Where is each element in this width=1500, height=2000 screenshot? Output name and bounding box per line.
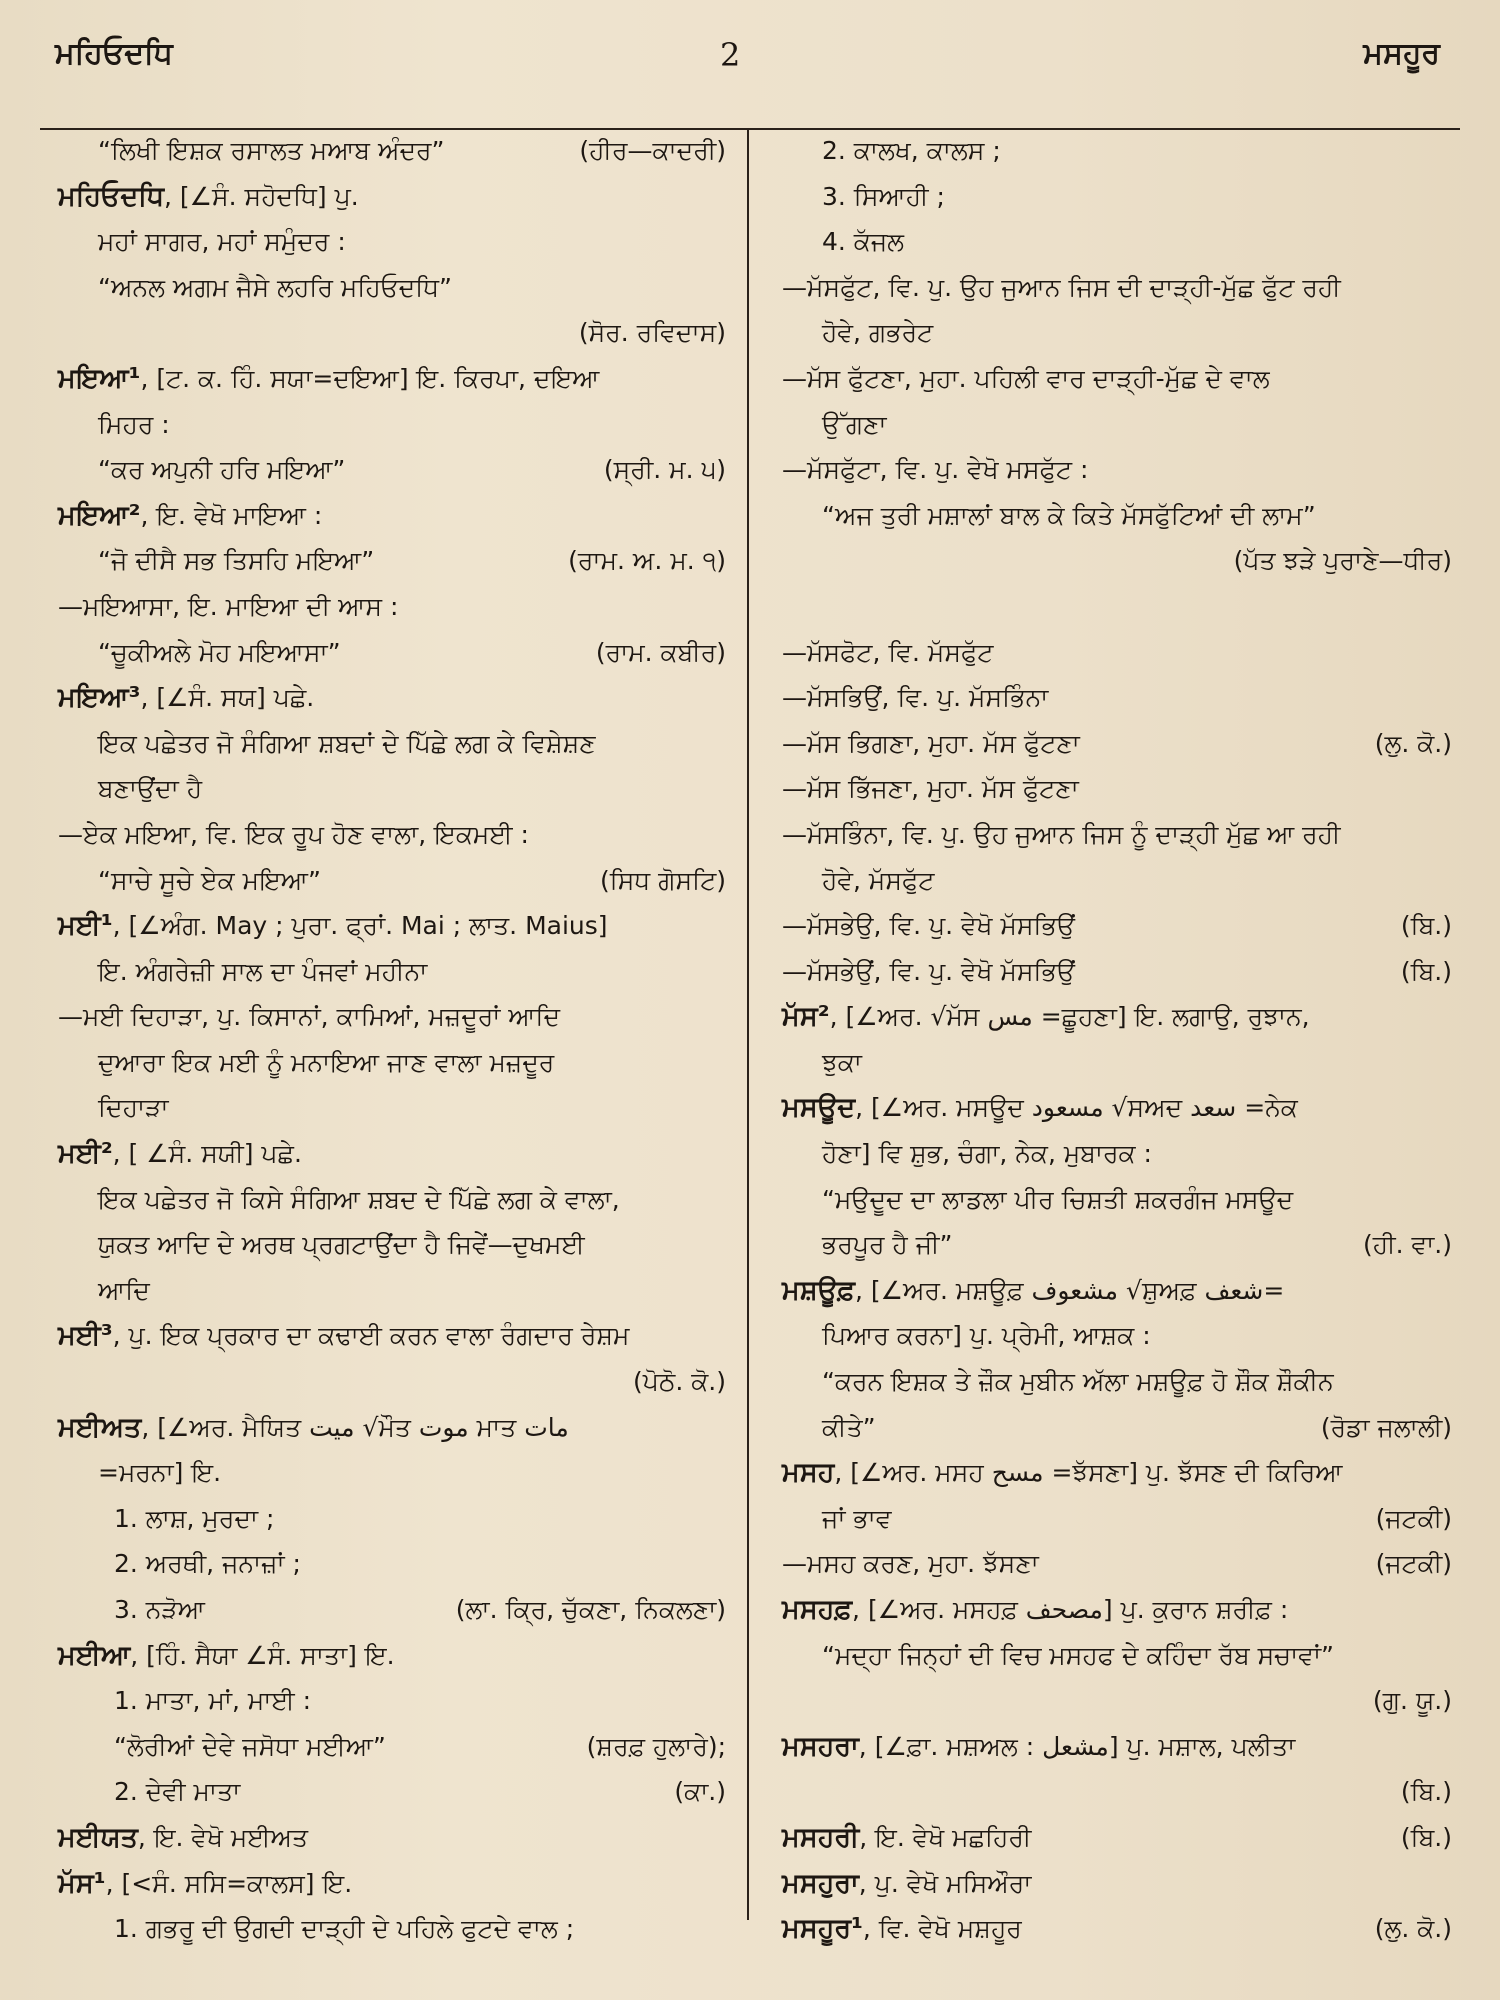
entry-line <box>58 1450 726 1496</box>
entry-text: “ਜੋ ਦੀਸੈ ਸਭ ਤਿਸਹਿ ਮਇਆ” <box>98 546 375 576</box>
entry-line <box>58 447 726 493</box>
entry-text: ਭਰਪੂਰ ਹੈ ਜੀ” <box>822 1230 953 1260</box>
entry-line <box>782 1861 1452 1907</box>
entry-line <box>782 1678 1452 1724</box>
headword: ਮਸਹੁਰਾ <box>782 1867 859 1899</box>
entry-line <box>782 1359 1452 1405</box>
entry-line <box>58 1040 726 1086</box>
entry-line <box>782 310 1452 356</box>
page-number: 2 <box>720 36 741 74</box>
entry-line <box>58 1815 726 1861</box>
entry-line <box>782 994 1452 1040</box>
source-citation: (ਲੁ. ਕੋ.) <box>1374 1914 1452 1944</box>
entry-line <box>58 721 726 767</box>
entry-line <box>782 1541 1452 1587</box>
entry-line <box>782 766 1452 812</box>
entry-text: “ਲਿਖੀ ਇਸ਼ਕ ਰਸਾਲਤ ਮਆਬ ਅੰਦਰ” <box>98 136 445 165</box>
entry-text: “ਕਰ ਅਪੁਨੀ ਹਰਿ ਮਇਆ” <box>98 455 346 485</box>
entry-line <box>782 1496 1452 1542</box>
entry-line <box>782 219 1452 265</box>
entry-line <box>782 721 1452 767</box>
entry-line <box>58 1496 726 1542</box>
entry-text: ਝੁਕਾ <box>822 1047 862 1077</box>
entry-text: , [∠ਅਰ. ਮਸਊਦ مسعود √ਸਅਦ سعد =ਨੇਕ <box>855 1093 1298 1123</box>
entry-line <box>58 538 726 584</box>
entry-text: ਇਕ ਪਛੇਤਰ ਜੋ ਕਿਸੇ ਸੰਗਿਆ ਸ਼ਬਦ ਦੇ ਪਿੱਛੇ ਲਗ ਕੇ ਵਾਲਾ, <box>98 1184 620 1214</box>
source-citation: (ਬਿ.) <box>1400 1822 1452 1852</box>
entry-line <box>782 1313 1452 1359</box>
source-citation: (ਬਿ.) <box>1400 911 1452 941</box>
entry-text: , ਇ. ਵੇਖੋ ਮਈਅਤ <box>137 1822 309 1852</box>
entry-text: , [∠ਅਰ. ਮਸਹਫ਼ مصحف] ਪੁ. ਕੁਰਾਨ ਸ਼ਰੀਫ਼ : <box>852 1595 1289 1624</box>
entry-line <box>782 949 1452 995</box>
source-citation: (ਸਿਧ ਗੋਸਟਿ) <box>599 865 726 895</box>
entry-text: 2. ਕਾਲਖ, ਕਾਲਸ ; <box>822 136 1001 165</box>
entry-text: —ਮੱਸ ਭਿੱਜਣਾ, ਮੁਹਾ. ਮੱਸ ਫੁੱਟਣਾ <box>782 774 1079 804</box>
entry-line <box>58 1541 726 1587</box>
entry-line <box>782 1633 1452 1679</box>
entry-line <box>58 1222 726 1268</box>
entry-text: —ਮੱਸਭੇਉਂ, ਵਿ. ਪੁ. ਵੇਖੋ ਮੱਸਭਿਉਂ <box>782 956 1076 986</box>
entry-line <box>782 1587 1452 1633</box>
entry-line <box>58 265 726 311</box>
entry-line <box>782 356 1452 402</box>
source-citation: (ਹੀ. ਵਾ.) <box>1362 1230 1452 1260</box>
entry-text: , ਇ. ਵੇਖੋ ਮਛਹਿਰੀ <box>859 1822 1032 1852</box>
entry-text: , [∠ਸੰ. ਸਹੋਦਧਿ] ਪੁ. <box>163 181 359 211</box>
entry-text: , [∠ਅਰ. ਮਸ਼ਊਫ਼ مشعوف √ਸ਼ੁਅਫ਼ شعف= <box>854 1275 1285 1305</box>
entry-text: “ਮਉਦੂਦ ਦਾ ਲਾਡਲਾ ਪੀਰ ਚਿਸ਼ਤੀ ਸ਼ਕਰਗੰਜ ਮਸਊਦ <box>822 1184 1294 1214</box>
entry-text: ਹੋਵੇ, ਗਭਰੇਟ <box>822 318 934 348</box>
header-right-guideword: ਮਸਹੂਰ <box>1363 36 1440 71</box>
entry-line <box>58 949 726 995</box>
entry-line <box>782 1450 1452 1496</box>
header-left-guideword: ਮਹਿਓਦਧਿ <box>55 36 173 71</box>
entry-text: “ਅਜ ਤੁਰੀ ਮਸ਼ਾਲਾਂ ਬਾਲ ਕੇ ਕਿਤੇ ਮੱਸਫੁੱਟਿਆਂ ਦੀ ਲਾਮ” <box>822 500 1316 530</box>
entry-text: ਹੋਵੇ, ਮੱਸਫੁੱਟ <box>822 865 935 895</box>
entry-text: ਦਿਹਾੜਾ <box>98 1093 169 1123</box>
headword: ਮਈਆ <box>58 1639 131 1671</box>
entry-text: “ਅਨਲ ਅਗਮ ਜੈਸੇ ਲਹਰਿ ਮਹਿਓਦਧਿ” <box>98 272 452 302</box>
entry-line <box>782 538 1452 584</box>
entry-line <box>58 675 726 721</box>
entry-text: , [∠ਅਰ. ਮੈਯਿਤ ميت √ਮੌਤ موت ਮਾਤ مات <box>141 1412 569 1442</box>
entry-text: —ਮਸਹ ਕਰਣ, ਮੁਹਾ. ਝੱਸਣਾ <box>782 1549 1039 1579</box>
entry-text: , [∠ਸੰ. ਸਯ] ਪਛੇ. <box>140 683 315 713</box>
headword: ਮਹਿਓਦਧਿ <box>58 180 164 212</box>
entry-line <box>58 1633 726 1679</box>
headword: ਮਸਹ <box>782 1457 835 1489</box>
entry-line <box>782 1405 1452 1451</box>
headword: ਮੱਸ¹ <box>58 1867 106 1899</box>
source-citation: (ਸ੍ਰੀ. ਮ. ੫) <box>603 455 726 485</box>
entry-line <box>58 1313 726 1359</box>
entry-line <box>782 812 1452 858</box>
entry-line <box>58 630 726 676</box>
entry-line <box>782 1222 1452 1268</box>
entry-text: , ਪੁ. ਇਕ ਪ੍ਰਕਾਰ ਦਾ ਕਢਾਈ ਕਰਨ ਵਾਲਾ ਰੰਗਦਾਰ ਰੇਸ਼ਮ <box>112 1321 630 1351</box>
entry-line <box>782 402 1452 448</box>
entry-text: , ਇ. ਵੇਖੋ ਮਾਇਆ : <box>140 500 323 530</box>
entry-line <box>782 128 1452 174</box>
entry-line <box>58 1268 726 1314</box>
entry-text: —ਮੱਸ ਫੁੱਟਣਾ, ਮੁਹਾ. ਪਹਿਲੀ ਵਾਰ ਦਾੜ੍ਹੀ-ਮੁੱਛ ਦੇ ਵਾਲ <box>782 363 1270 393</box>
entry-text: ਯੁਕਤ ਆਦਿ ਦੇ ਅਰਥ ਪ੍ਰਗਟਾਉਂਦਾ ਹੈ ਜਿਵੇਂ—ਦੁਖਮਈ <box>98 1230 585 1260</box>
headword: ਮਈ² <box>58 1138 113 1170</box>
entry-text: ਪਿਆਰ ਕਰਨਾ] ਪੁ. ਪ੍ਰੇਮੀ, ਆਸ਼ਕ : <box>822 1321 1151 1351</box>
entry-text: ਬਣਾਉਂਦਾ ਹੈ <box>98 774 203 804</box>
entry-text: , [ ∠ਸੰ. ਸਯੀ] ਪਛੇ. <box>112 1139 302 1169</box>
entry-line <box>782 858 1452 904</box>
source-citation: (ਰੋਡਾ ਜਲਾਲੀ) <box>1320 1412 1452 1442</box>
entry-line <box>58 1769 726 1815</box>
entry-line <box>782 265 1452 311</box>
entry-line <box>782 1268 1452 1314</box>
entry-line <box>782 584 1452 630</box>
headword: ਮਸਹਫ਼ <box>782 1594 853 1625</box>
headword: ਮਸਊਦ <box>782 1092 856 1124</box>
entry-line <box>58 994 726 1040</box>
entry-text: “ਲੋਰੀਆਂ ਦੇਵੇ ਜਸੋਧਾ ਮਈਆ” <box>114 1731 386 1761</box>
source-citation: (ਸੋਰ. ਰਵਿਦਾਸ) <box>578 318 726 348</box>
entry-line <box>58 493 726 539</box>
entry-line <box>782 447 1452 493</box>
entry-line <box>58 766 726 812</box>
source-citation: (ਕਾ.) <box>674 1777 726 1807</box>
entry-line <box>58 219 726 265</box>
source-citation: (ਰਾਮ. ਅ. ਮ. ੧) <box>568 546 726 576</box>
entry-line <box>58 1587 726 1633</box>
entry-line <box>58 1861 726 1907</box>
entry-text: —ਮੱਸਫੁੱਟ, ਵਿ. ਪੁ. ਉਹ ਜੁਆਨ ਜਿਸ ਦੀ ਦਾੜ੍ਹੀ-ਮੁੱਛ ਫੁੱਟ ਰਹੀ <box>782 272 1341 302</box>
left-column <box>58 128 726 1952</box>
headword: ਮਇਆ² <box>58 499 141 531</box>
entry-line <box>782 1724 1452 1770</box>
entry-text: ਮਹਾਂ ਸਾਗਰ, ਮਹਾਂ ਸਮੁੰਦਰ : <box>98 227 346 257</box>
headword: ਮਸਹਰੀ <box>782 1821 860 1853</box>
column-divider <box>747 130 749 1920</box>
right-column <box>782 128 1452 1952</box>
entry-text: “ਕਰਨ ਇਸ਼ਕ ਤੇ ਜ਼ੌਕ ਮੁਬੀਨ ਅੱਲਾ ਮਸ਼ਊਫ਼ ਹੋ ਸ਼ੌਕ ਸ਼ੌਕੀਨ <box>822 1367 1334 1397</box>
entry-text: 1. ਗਭਰੂ ਦੀ ਉਗਦੀ ਦਾੜ੍ਹੀ ਦੇ ਪਹਿਲੇ ਫੁਟਦੇ ਵਾਲ ; <box>114 1914 575 1944</box>
headword: ਮਸਹੂਰ¹ <box>782 1913 863 1945</box>
entry-text: ਮਿਹਰ : <box>98 409 170 439</box>
source-citation: (ਜਟਕੀ) <box>1375 1503 1452 1533</box>
headword: ਮਸਹਰਾ <box>782 1730 859 1762</box>
entry-line <box>58 1085 726 1131</box>
entry-text: —ਮੱਸ ਭਿਗਣਾ, ਮੁਹਾ. ਮੱਸ ਫੁੱਟਣਾ <box>782 728 1080 758</box>
entry-line <box>58 812 726 858</box>
source-citation: (ਹੀਰ—ਕਾਦਰੀ) <box>579 136 726 165</box>
entry-line <box>782 1040 1452 1086</box>
entry-text: , ਵਿ. ਵੇਖੋ ਮਸ਼ਹੂਰ <box>862 1914 1022 1944</box>
entry-text: 3. ਸਿਆਹੀ ; <box>822 181 945 211</box>
source-citation: (ਲੁ. ਕੋ.) <box>1374 728 1452 758</box>
entry-text: =ਮਰਨਾ] ਇ. <box>98 1458 222 1488</box>
entry-text: , [∠ਅਰ. √ਮੱਸ مس =ਛੂਹਣਾ] ਇ. ਲਗਾਉ, ਰੁਝਾਨ, <box>829 1002 1310 1032</box>
entry-line <box>58 1131 726 1177</box>
entry-line <box>58 310 726 356</box>
entry-line <box>58 1678 726 1724</box>
entry-text: “ਚੂਕੀਅਲੇ ਮੋਹ ਮਇਆਸਾ” <box>98 637 341 667</box>
entry-text: , ਪੁ. ਵੇਖੋ ਮਸਿਔਰਾ <box>858 1868 1032 1898</box>
source-citation: (ਪੱਤ ਝੜੇ ਪੁਰਾਣੇ—ਧੀਰ) <box>1233 546 1452 576</box>
entry-line <box>782 1177 1452 1223</box>
source-citation: (ਪੋਠੋ. ਕੋ.) <box>633 1367 726 1397</box>
entry-text: —ਮਇਆਸਾ, ਇ. ਮਾਇਆ ਦੀ ਆਸ : <box>58 591 399 621</box>
headword: ਮਈ³ <box>58 1320 113 1352</box>
entry-text: , [ਟ. ਕ. ਹਿੰ. ਸਯਾ=ਦਇਆ] ਇ. ਕਿਰਪਾ, ਦਇਆ <box>140 363 600 393</box>
entry-line <box>58 1177 726 1223</box>
entry-text: —ਮੱਸਭੇਉ, ਵਿ. ਪੁ. ਵੇਖੋ ਮੱਸਭਿਉਂ <box>782 911 1076 941</box>
source-citation: (ਬਿ.) <box>1400 956 1452 986</box>
entry-line <box>58 402 726 448</box>
entry-text: 1. ਲਾਸ਼, ਮੁਰਦਾ ; <box>114 1503 275 1533</box>
entry-text: ਜਾਂ ਭਾਵ <box>822 1503 892 1533</box>
entry-text: —ਏਕ ਮਇਆ, ਵਿ. ਇਕ ਰੂਪ ਹੋਣ ਵਾਲਾ, ਇਕਮਈ : <box>58 819 529 849</box>
entry-text: ਆਦਿ <box>98 1275 150 1305</box>
headword: ਮਇਆ³ <box>58 682 141 714</box>
entry-text: ਦੁਆਰਾ ਇਕ ਮਈ ਨੂੰ ਮਨਾਇਆ ਜਾਣ ਵਾਲਾ ਮਜ਼ਦੂਰ <box>98 1047 555 1077</box>
entry-text: 3. ਨੜੋਆ <box>114 1595 205 1624</box>
headword: ਮਈਅਤ <box>58 1411 142 1443</box>
entry-line <box>58 584 726 630</box>
source-citation: (ਸ਼ਰਫ਼ ਹੁਲਾਰੇ); <box>586 1731 726 1761</box>
entry-line <box>58 128 726 174</box>
source-citation: (ਜਟਕੀ) <box>1375 1549 1452 1579</box>
source-citation: (ਬਿ.) <box>1400 1777 1452 1807</box>
entry-line <box>58 1906 726 1952</box>
entry-text: “ਸਾਚੇ ਸੂਚੇ ਏਕ ਮਇਆ” <box>98 865 321 895</box>
entry-text: —ਮੱਸਭਿਉਂ, ਵਿ. ਪੁ. ਮੱਸਭਿੰਨਾ <box>782 683 1049 713</box>
entry-text: 2. ਅਰਥੀ, ਜਨਾਜ਼ਾਂ ; <box>114 1549 301 1579</box>
entry-text: —ਮੱਸਭਿੰਨਾ, ਵਿ. ਪੁ. ਉਹ ਜੁਆਨ ਜਿਸ ਨੂੰ ਦਾੜ੍ਹੀ ਮੁੱਛ ਆ ਰਹੀ <box>782 819 1341 849</box>
headword: ਮੱਸ² <box>782 1001 830 1033</box>
entry-text: —ਮੱਸਫੁੱਟਾ, ਵਿ. ਪੁ. ਵੇਖੋ ਮਸਫੁੱਟ : <box>782 455 1089 485</box>
entry-line <box>782 1906 1452 1952</box>
entry-text: ਹੋਣਾ] ਵਿ ਸ਼ੁਭ, ਚੰਗਾ, ਨੇਕ, ਮੁਬਾਰਕ : <box>822 1139 1152 1169</box>
entry-line <box>782 493 1452 539</box>
entry-text: , [∠ਫ਼ਾ. ਮਸ਼ਅਲ : مشعل] ਪੁ. ਮਸ਼ਾਲ, ਪਲੀਤਾ <box>858 1731 1296 1761</box>
source-citation: (ਗੁ. ਯੂ.) <box>1372 1686 1452 1716</box>
entry-text: ਇਕ ਪਛੇਤਰ ਜੋ ਸੰਗਿਆ ਸ਼ਬਦਾਂ ਦੇ ਪਿੱਛੇ ਲਗ ਕੇ ਵਿਸ਼ੇਸ਼ਣ <box>98 728 596 758</box>
entry-text: ਕੀਤੇ” <box>822 1412 876 1442</box>
entry-line <box>58 1724 726 1770</box>
headword: ਮਈ¹ <box>58 910 113 942</box>
entry-text: , [ਹਿੰ. ਸੈਯਾ ∠ਸੰ. ਸਾਤਾ] ਇ. <box>130 1640 395 1670</box>
entry-line <box>782 1769 1452 1815</box>
entry-line <box>58 1359 726 1405</box>
entry-text: “ਮਦ੍ਹਾ ਜਿਨ੍ਹਾਂ ਦੀ ਵਿਚ ਮਸਹਫ ਦੇ ਕਹਿੰਦਾ ਰੱਬ ਸਚਾਵਾਂ” <box>822 1640 1334 1670</box>
source-citation: (ਲਾ. ਕ੍ਰਿ, ਚੁੱਕਣਾ, ਨਿਕਲਣਾ) <box>455 1595 726 1624</box>
entry-line <box>58 174 726 220</box>
headword: ਮਇਆ¹ <box>58 362 141 394</box>
entry-line <box>782 1815 1452 1861</box>
entry-line <box>58 858 726 904</box>
entry-text: 1. ਮਾਤਾ, ਮਾਂ, ਮਾਈ : <box>114 1686 312 1716</box>
entry-line <box>782 903 1452 949</box>
entry-line <box>782 1085 1452 1131</box>
headword: ਮਈਯਤ <box>58 1821 138 1853</box>
headword: ਮਸ਼ਊਫ਼ <box>782 1274 855 1306</box>
entry-text: 4. ਕੱਜਲ <box>822 227 905 257</box>
entry-text: —ਮਈ ਦਿਹਾੜਾ, ਪੁ. ਕਿਸਾਨਾਂ, ਕਾਮਿਆਂ, ਮਜ਼ਦੂਰਾਂ ਆਦਿ <box>58 1002 561 1032</box>
entry-line <box>782 675 1452 721</box>
entry-text: 2. ਦੇਵੀ ਮਾਤਾ <box>114 1777 241 1807</box>
entry-line <box>782 630 1452 676</box>
entry-text: , [∠ਅਰ. ਮਸਹ مسح =ਝੱਸਣਾ] ਪੁ. ਝੱਸਣ ਦੀ ਕਿਰਿਆ <box>834 1458 1343 1488</box>
entry-text: —ਮੱਸਫੋਟ, ਵਿ. ਮੱਸਫੁੱਟ <box>782 637 994 667</box>
entry-text: , [∠ਅੰਗ. May ; ਪੁਰਾ. ਫ੍ਰਾਂ. Mai ; ਲਾਤ. Maius] <box>112 911 608 941</box>
source-citation: (ਰਾਮ. ਕਬੀਰ) <box>595 637 726 667</box>
entry-text: ਇ. ਅੰਗਰੇਜ਼ੀ ਸਾਲ ਦਾ ਪੰਜਵਾਂ ਮਹੀਨਾ <box>98 956 428 986</box>
entry-line <box>58 1405 726 1451</box>
entry-line <box>58 903 726 949</box>
entry-line <box>782 174 1452 220</box>
entry-text: ਉੱਗਣਾ <box>822 409 887 439</box>
entry-line <box>782 1131 1452 1177</box>
entry-text: , [<ਸੰ. ਸਸਿ=ਕਾਲਸ] ਇ. <box>105 1868 353 1898</box>
entry-line <box>58 356 726 402</box>
